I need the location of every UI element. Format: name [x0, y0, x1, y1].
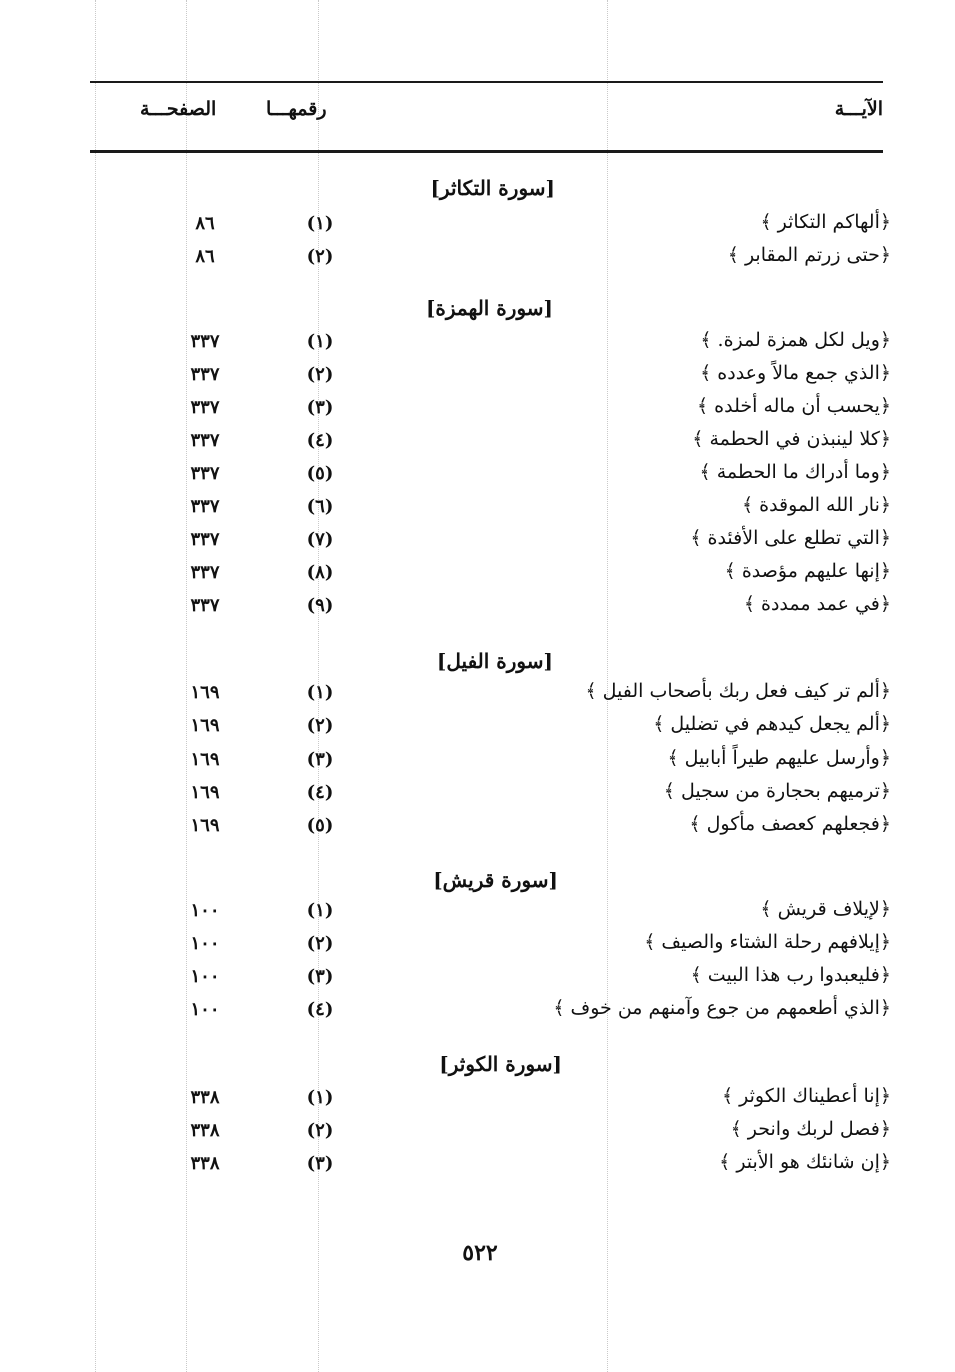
- verse-number: (٩): [306, 595, 334, 616]
- verse-number: (٤): [306, 782, 334, 803]
- page-reference: ٣٣٧: [190, 430, 220, 451]
- verse-number: (٤): [306, 999, 334, 1020]
- verse-row: [0, 964, 955, 994]
- verse-text: ﴿لإيلاف قريش ﴾: [760, 898, 891, 920]
- verse-number: (٢): [306, 246, 334, 267]
- verse-number: (٣): [306, 966, 334, 987]
- verse-number: (١): [306, 213, 334, 234]
- verse-row: [0, 813, 955, 843]
- column-header-verse: الآيـــة: [834, 98, 883, 120]
- verse-text: ﴿يحسب أن ماله أخلده ﴾: [697, 395, 891, 417]
- verse-number: (٣): [306, 397, 334, 418]
- page-reference: ٣٣٧: [190, 562, 220, 583]
- verse-number: (٦): [306, 496, 334, 517]
- verse-row: [0, 461, 955, 491]
- page-reference: ٣٣٧: [190, 364, 220, 385]
- verse-number: (١): [306, 331, 334, 352]
- verse-row: [0, 395, 955, 425]
- verse-text: ﴿ترميهم بحجارة من سجيل ﴾: [663, 780, 891, 802]
- page-reference: ١٦٩: [190, 715, 220, 736]
- verse-number: (٥): [306, 815, 334, 836]
- verse-text: ﴿ألم تر كيف فعل ربك بأصحاب الفيل ﴾: [585, 680, 891, 702]
- verse-text: ﴿حتى زرتم المقابر ﴾: [727, 244, 891, 266]
- verse-number: (٨): [306, 562, 334, 583]
- verse-text: ﴿التي تطلع على الأفئدة ﴾: [690, 527, 891, 549]
- page-reference: ١٦٩: [190, 815, 220, 836]
- page-reference: ٨٦: [195, 213, 215, 234]
- verse-row: [0, 898, 955, 928]
- verse-row: [0, 713, 955, 743]
- verse-row: [0, 1118, 955, 1148]
- verse-row: [0, 593, 955, 623]
- verse-text: ﴿وأرسل عليهم طيراً أبابيل ﴾: [667, 747, 891, 769]
- verse-row: [0, 680, 955, 710]
- verse-number: (٧): [306, 529, 334, 550]
- verse-row: [0, 780, 955, 810]
- page-reference: ١٠٠: [190, 900, 220, 921]
- page-reference: ٨٦: [195, 246, 215, 267]
- verse-number: (٤): [306, 430, 334, 451]
- verse-number: (٢): [306, 715, 334, 736]
- verse-text: ﴿إنها عليهم مؤصدة ﴾: [724, 560, 891, 582]
- verse-row: [0, 428, 955, 458]
- surah-title: [سورة الفيل]: [436, 649, 553, 673]
- verse-number: (٢): [306, 1120, 334, 1141]
- verse-row: [0, 362, 955, 392]
- page-reference: ١٠٠: [190, 933, 220, 954]
- verse-number: (٢): [306, 364, 334, 385]
- verse-row: [0, 211, 955, 241]
- verse-row: [0, 244, 955, 274]
- verse-number: (١): [306, 900, 334, 921]
- surah-title: [سورة قريش]: [433, 868, 558, 892]
- surah-title: [سورة التكاثر]: [430, 176, 555, 200]
- page-reference: ٣٣٨: [190, 1087, 220, 1108]
- page-number: ٥٢٢: [462, 1240, 498, 1266]
- page-reference: ٣٣٧: [190, 397, 220, 418]
- verse-text: ﴿إن شانئك هو الأبتر ﴾: [719, 1151, 891, 1173]
- verse-text: ﴿إنا أعطيناك الكوثر ﴾: [721, 1085, 891, 1107]
- page-reference: ١٦٩: [190, 782, 220, 803]
- page-reference: ٣٣٧: [190, 595, 220, 616]
- verse-text: ﴿كلا لينبذن في الحطمة ﴾: [692, 428, 891, 450]
- verse-number: (٣): [306, 1153, 334, 1174]
- verse-text: ﴿ويل لكل همزة لمزة. ﴾: [700, 329, 891, 351]
- header-top-rule: [90, 81, 883, 83]
- verse-text: ﴿فليعبدوا رب هذا البيت ﴾: [690, 964, 891, 986]
- column-header-number: رقمهـــا: [266, 98, 327, 120]
- verse-number: (٥): [306, 463, 334, 484]
- page-reference: ٣٣٨: [190, 1120, 220, 1141]
- verse-text: ﴿الذي جمع مالاً وعدده ﴾: [700, 362, 891, 384]
- verse-text: ﴿الذي أطعمهم من جوع وآمنهم من خوف ﴾: [553, 997, 891, 1019]
- page-reference: ٣٣٧: [190, 463, 220, 484]
- page-reference: ٣٣٨: [190, 1153, 220, 1174]
- verse-row: [0, 747, 955, 777]
- verse-row: [0, 527, 955, 557]
- verse-row: [0, 329, 955, 359]
- verse-text: ﴿ألم يجعل كيدهم في تضليل ﴾: [653, 713, 891, 735]
- page-reference: ٣٣٧: [190, 496, 220, 517]
- page-reference: ١٦٩: [190, 682, 220, 703]
- column-header-page: الصفحـــة: [140, 98, 217, 120]
- verse-row: [0, 560, 955, 590]
- verse-number: (٣): [306, 749, 334, 770]
- verse-row: [0, 997, 955, 1027]
- page-reference: ٣٣٧: [190, 529, 220, 550]
- verse-number: (١): [306, 1087, 334, 1108]
- verse-row: [0, 1151, 955, 1181]
- page-reference: ٣٣٧: [190, 331, 220, 352]
- page-reference: ١٠٠: [190, 999, 220, 1020]
- header-bottom-rule: [90, 150, 883, 153]
- surah-title: [سورة الكوثر]: [439, 1052, 562, 1076]
- verse-text: ﴿إيلافهم رحلة الشتاء والصيف ﴾: [644, 931, 891, 953]
- verse-text: ﴿في عمد ممددة ﴾: [743, 593, 891, 615]
- verse-row: [0, 931, 955, 961]
- verse-text: ﴿ألهاكم التكاثر ﴾: [760, 211, 891, 233]
- verse-number: (١): [306, 682, 334, 703]
- verse-text: ﴿نار الله الموقدة ﴾: [741, 494, 891, 516]
- verse-row: [0, 1085, 955, 1115]
- verse-number: (٢): [306, 933, 334, 954]
- verse-row: [0, 494, 955, 524]
- verse-text: ﴿فصل لربك وانحر ﴾: [730, 1118, 891, 1140]
- page-reference: ١٠٠: [190, 966, 220, 987]
- surah-title: [سورة الهمزة]: [425, 296, 553, 320]
- page-reference: ١٦٩: [190, 749, 220, 770]
- verse-text: ﴿فجعلهم كعصف مأكول ﴾: [689, 813, 891, 835]
- verse-text: ﴿وما أدراك ما الحطمة ﴾: [699, 461, 891, 483]
